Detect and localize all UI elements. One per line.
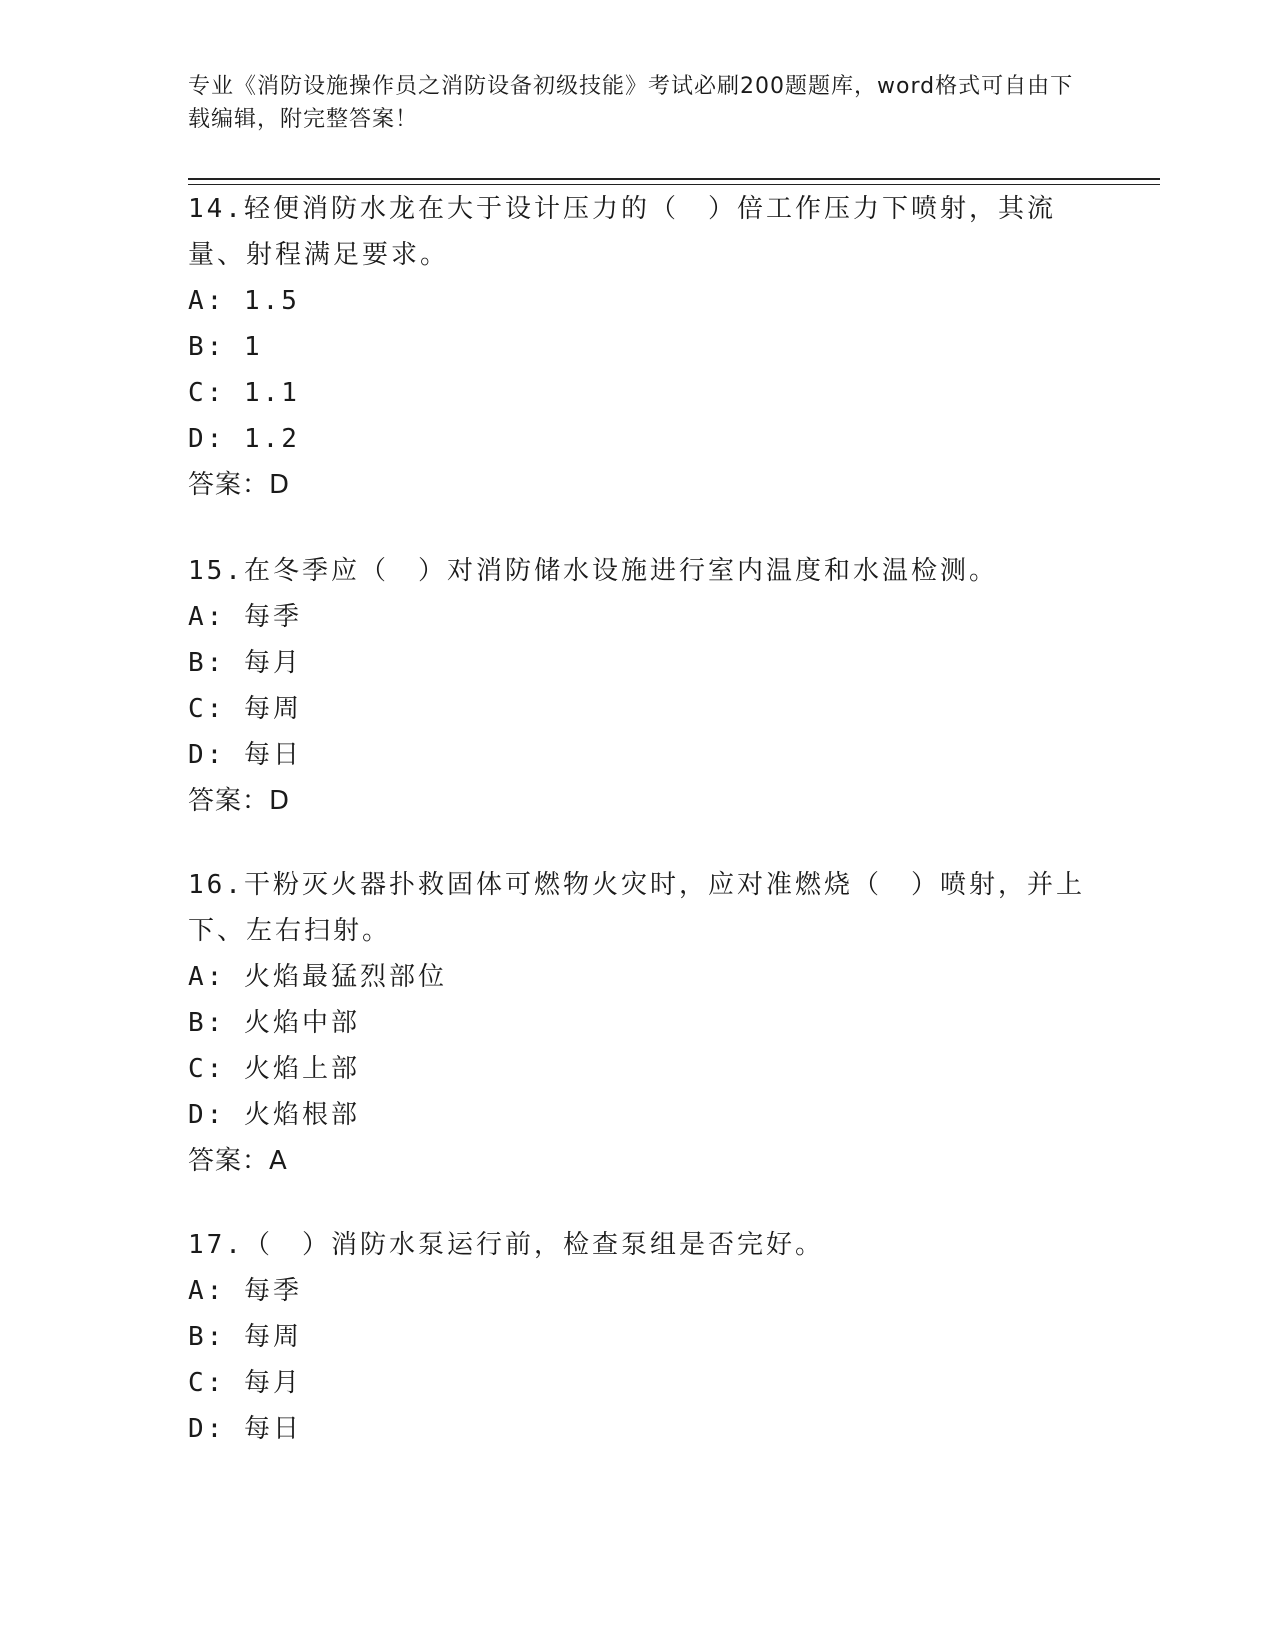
option-a: A: 1.5	[188, 286, 300, 316]
option-a: A: 每季	[188, 602, 302, 632]
option-c: C: 1.1	[188, 378, 300, 408]
document-header: 专业《消防设施操作员之消防设备初级技能》考试必刷200题题库，word格式可自由下载编辑，附完整答案！	[188, 74, 1074, 132]
question-text: 15.在冬季应（ ）对消防储水设施进行室内温度和水温检测。	[188, 556, 998, 586]
option-b: B: 火焰中部	[188, 1008, 360, 1038]
option-a: A: 火焰最猛烈部位	[188, 962, 447, 992]
option-b: B: 每周	[188, 1322, 302, 1352]
question-15	[188, 548, 1088, 824]
question-text: 16.干粉灭火器扑救固体可燃物火灾时，应对准燃烧（ ）喷射，并上下、左右扫射。	[188, 870, 1085, 946]
question-text: 14.轻便消防水龙在大于设计压力的（ ）倍工作压力下喷射，其流量、射程满足要求。	[188, 194, 1056, 270]
option-d: D: 每日	[188, 740, 302, 770]
header-divider	[188, 178, 1160, 180]
option-d: D: 1.2	[188, 424, 300, 454]
option-a: A: 每季	[188, 1276, 302, 1306]
answer: 答案：D	[188, 470, 291, 500]
option-c: C: 每周	[188, 694, 302, 724]
answer: 答案：D	[188, 786, 291, 816]
answer: 答案：A	[188, 1146, 288, 1176]
header-divider-thin	[188, 184, 1160, 185]
option-c: C: 每月	[188, 1368, 302, 1398]
option-b: B: 1	[188, 332, 263, 362]
question-text: 17.（ ）消防水泵运行前，检查泵组是否完好。	[188, 1230, 824, 1260]
question-16	[188, 862, 1088, 1184]
option-d: D: 火焰根部	[188, 1100, 360, 1130]
question-17	[188, 1222, 1088, 1452]
option-b: B: 每月	[188, 648, 302, 678]
option-d: D: 每日	[188, 1414, 302, 1444]
option-c: C: 火焰上部	[188, 1054, 360, 1084]
question-14	[188, 186, 1088, 508]
